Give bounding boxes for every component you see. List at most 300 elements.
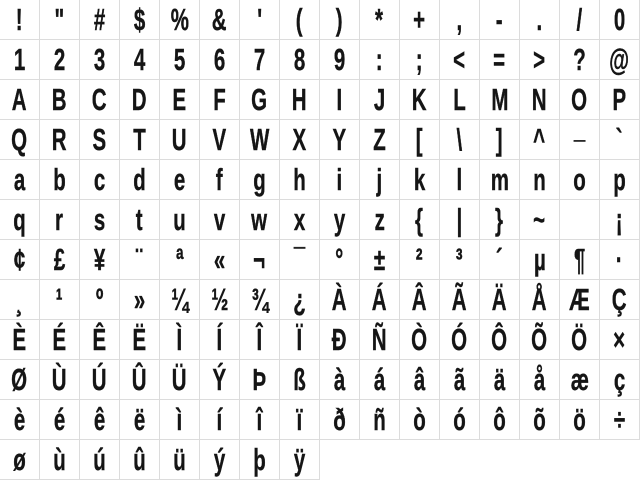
glyph-cell[interactable] xyxy=(240,280,280,320)
glyph-cell[interactable] xyxy=(240,320,280,360)
glyph-cell[interactable] xyxy=(160,440,200,480)
glyph-cell[interactable] xyxy=(40,360,80,400)
glyph-cell[interactable] xyxy=(440,160,480,200)
glyph-cell[interactable] xyxy=(40,160,80,200)
glyph-cell[interactable] xyxy=(400,80,440,120)
glyph: ¨ xyxy=(136,242,143,277)
glyph-cell[interactable] xyxy=(480,360,520,400)
glyph: ^ xyxy=(533,122,546,157)
glyph: - xyxy=(496,2,503,37)
glyph: ± xyxy=(373,242,386,277)
glyph-cell[interactable] xyxy=(600,280,640,320)
glyph-cell[interactable] xyxy=(80,200,120,240)
glyph: ¬ xyxy=(253,242,266,277)
glyph-cell[interactable] xyxy=(440,40,480,80)
glyph: w xyxy=(251,202,268,237)
glyph-cell[interactable] xyxy=(600,80,640,120)
glyph: p xyxy=(613,162,626,197)
glyph: í xyxy=(216,402,223,437)
glyph: Ñ xyxy=(372,322,387,357)
glyph: / xyxy=(576,2,583,37)
glyph-cell[interactable] xyxy=(520,120,560,160)
glyph-cell[interactable] xyxy=(120,240,160,280)
glyph-cell[interactable] xyxy=(240,80,280,120)
glyph: º xyxy=(95,282,104,317)
glyph: è xyxy=(13,402,26,437)
glyph-cell[interactable] xyxy=(440,360,480,400)
glyph-row xyxy=(0,320,640,360)
glyph-cell[interactable] xyxy=(120,40,160,80)
glyph: ô xyxy=(493,402,506,437)
glyph-cell[interactable] xyxy=(0,160,40,200)
glyph-cell[interactable] xyxy=(320,120,360,160)
glyph: Ò xyxy=(411,322,428,357)
glyph: 6 xyxy=(213,42,226,77)
glyph-cell[interactable] xyxy=(240,0,280,40)
glyph: Ë xyxy=(132,322,147,357)
glyph-cell[interactable] xyxy=(400,160,440,200)
glyph: G xyxy=(251,82,268,117)
glyph-cell[interactable] xyxy=(320,400,360,440)
glyph-row xyxy=(0,240,640,280)
glyph-cell[interactable] xyxy=(360,160,400,200)
glyph: ¼ xyxy=(170,282,189,317)
glyph-cell[interactable] xyxy=(40,120,80,160)
glyph-cell[interactable] xyxy=(200,240,240,280)
glyph-cell[interactable] xyxy=(40,320,80,360)
glyph: 5 xyxy=(173,42,186,77)
glyph-cell[interactable] xyxy=(200,360,240,400)
glyph-cell[interactable] xyxy=(560,0,600,40)
glyph: } xyxy=(495,202,504,237)
glyph-cell[interactable] xyxy=(360,280,400,320)
glyph-cell[interactable] xyxy=(520,200,560,240)
glyph-cell[interactable] xyxy=(480,320,520,360)
glyph-cell[interactable] xyxy=(360,120,400,160)
glyph-cell[interactable] xyxy=(40,440,80,480)
glyph-cell[interactable] xyxy=(280,40,320,80)
glyph-cell[interactable] xyxy=(520,0,560,40)
glyph: $ xyxy=(133,2,146,37)
glyph-cell[interactable] xyxy=(480,40,520,80)
glyph: U xyxy=(172,122,187,157)
glyph: ñ xyxy=(373,402,386,437)
glyph-cell[interactable] xyxy=(440,240,480,280)
glyph-cell[interactable] xyxy=(40,400,80,440)
glyph-cell[interactable] xyxy=(80,120,120,160)
glyph-cell[interactable] xyxy=(80,320,120,360)
glyph: µ xyxy=(533,242,546,277)
glyph-cell[interactable] xyxy=(560,280,600,320)
glyph: ¢ xyxy=(13,242,26,277)
glyph: Ï xyxy=(296,322,303,357)
glyph: Ô xyxy=(491,322,508,357)
glyph-cell[interactable] xyxy=(0,0,40,40)
glyph: « xyxy=(213,242,226,277)
glyph: ¯ xyxy=(293,242,306,277)
glyph: ¶ xyxy=(573,242,586,277)
glyph-cell[interactable] xyxy=(80,160,120,200)
glyph: # xyxy=(93,2,106,37)
glyph: £ xyxy=(53,242,66,277)
glyph-cell[interactable] xyxy=(0,200,40,240)
glyph-cell[interactable] xyxy=(520,240,560,280)
glyph-cell[interactable] xyxy=(400,280,440,320)
glyph-cell[interactable] xyxy=(480,240,520,280)
glyph-cell[interactable] xyxy=(440,200,480,240)
glyph: þ xyxy=(253,442,266,477)
glyph: ` xyxy=(616,122,623,157)
glyph-cell[interactable] xyxy=(400,40,440,80)
glyph-cell[interactable] xyxy=(360,80,400,120)
glyph: z xyxy=(374,202,385,237)
glyph-cell[interactable] xyxy=(120,200,160,240)
glyph-cell[interactable] xyxy=(240,240,280,280)
glyph-cell[interactable] xyxy=(320,80,360,120)
glyph: 0 xyxy=(613,2,626,37)
glyph: ö xyxy=(573,402,586,437)
glyph: ° xyxy=(335,242,344,277)
glyph-cell[interactable] xyxy=(160,320,200,360)
glyph: Ó xyxy=(451,322,468,357)
glyph-cell[interactable] xyxy=(0,440,40,480)
glyph-cell[interactable] xyxy=(200,80,240,120)
glyph-cell[interactable] xyxy=(280,80,320,120)
glyph-cell[interactable] xyxy=(520,360,560,400)
glyph-cell[interactable] xyxy=(440,80,480,120)
glyph-cell[interactable] xyxy=(40,40,80,80)
glyph-cell[interactable] xyxy=(600,0,640,40)
glyph-cell[interactable] xyxy=(160,80,200,120)
glyph-cell[interactable] xyxy=(320,40,360,80)
glyph-cell[interactable] xyxy=(360,0,400,40)
glyph-cell[interactable] xyxy=(280,440,320,480)
glyph-cell[interactable] xyxy=(520,160,560,200)
glyph-cell[interactable] xyxy=(560,320,600,360)
glyph-cell[interactable] xyxy=(0,280,40,320)
glyph: O xyxy=(571,82,588,117)
glyph-cell[interactable] xyxy=(480,200,520,240)
glyph: Í xyxy=(216,322,223,357)
glyph-cell[interactable] xyxy=(440,280,480,320)
glyph: Z xyxy=(373,122,386,157)
glyph: Ê xyxy=(92,322,107,357)
glyph: î xyxy=(256,402,263,437)
glyph-cell[interactable] xyxy=(440,400,480,440)
glyph-cell[interactable] xyxy=(480,160,520,200)
glyph-cell[interactable] xyxy=(600,400,640,440)
glyph-cell[interactable] xyxy=(240,400,280,440)
glyph-cell[interactable] xyxy=(0,320,40,360)
glyph-cell[interactable] xyxy=(400,0,440,40)
glyph: Ý xyxy=(212,362,227,397)
glyph: å xyxy=(533,362,546,397)
glyph: R xyxy=(52,122,67,157)
glyph-cell[interactable] xyxy=(480,400,520,440)
glyph-cell[interactable] xyxy=(400,120,440,160)
glyph-cell[interactable] xyxy=(560,240,600,280)
glyph-cell[interactable] xyxy=(160,40,200,80)
glyph-cell[interactable] xyxy=(280,320,320,360)
glyph-cell[interactable] xyxy=(80,240,120,280)
glyph-cell[interactable] xyxy=(600,240,640,280)
glyph-cell[interactable] xyxy=(280,160,320,200)
glyph: S xyxy=(92,122,107,157)
glyph: à xyxy=(333,362,346,397)
glyph-cell[interactable] xyxy=(280,120,320,160)
glyph-cell[interactable] xyxy=(200,400,240,440)
glyph-cell[interactable] xyxy=(120,80,160,120)
glyph-cell[interactable] xyxy=(600,320,640,360)
glyph-cell[interactable] xyxy=(280,400,320,440)
glyph-cell[interactable] xyxy=(600,360,640,400)
glyph-cell[interactable] xyxy=(320,160,360,200)
glyph-cell[interactable] xyxy=(160,120,200,160)
glyph-cell[interactable] xyxy=(520,280,560,320)
glyph-cell[interactable] xyxy=(160,240,200,280)
glyph-cell[interactable] xyxy=(200,40,240,80)
glyph: ½ xyxy=(210,282,229,317)
glyph-cell[interactable] xyxy=(0,360,40,400)
glyph-cell[interactable] xyxy=(600,120,640,160)
glyph: 9 xyxy=(333,42,346,77)
glyph: ÿ xyxy=(293,442,306,477)
glyph-cell[interactable] xyxy=(600,160,640,200)
glyph-cell[interactable] xyxy=(400,320,440,360)
glyph-cell[interactable] xyxy=(240,440,280,480)
glyph: ' xyxy=(257,2,262,37)
glyph-cell[interactable] xyxy=(600,40,640,80)
glyph-cell[interactable] xyxy=(520,40,560,80)
glyph: L xyxy=(453,82,466,117)
glyph-row xyxy=(0,360,640,400)
glyph-cell[interactable] xyxy=(360,400,400,440)
glyph: M xyxy=(490,82,509,117)
glyph-cell[interactable] xyxy=(80,80,120,120)
glyph: ¿ xyxy=(293,282,306,317)
glyph-cell[interactable] xyxy=(160,0,200,40)
glyph: h xyxy=(293,162,306,197)
glyph-cell[interactable] xyxy=(0,400,40,440)
glyph-cell[interactable] xyxy=(120,320,160,360)
glyph: Æ xyxy=(569,282,590,317)
glyph-cell[interactable] xyxy=(40,0,80,40)
glyph-cell[interactable] xyxy=(440,120,480,160)
glyph-cell[interactable] xyxy=(440,320,480,360)
glyph-cell[interactable] xyxy=(40,200,80,240)
glyph: ÷ xyxy=(613,402,626,437)
glyph-cell[interactable] xyxy=(320,0,360,40)
glyph-cell[interactable] xyxy=(240,40,280,80)
glyph: Q xyxy=(11,122,28,157)
glyph: F xyxy=(213,82,226,117)
glyph-cell[interactable] xyxy=(80,0,120,40)
glyph: < xyxy=(453,42,466,77)
glyph-cell[interactable] xyxy=(120,400,160,440)
glyph: ä xyxy=(493,362,506,397)
glyph: · xyxy=(616,242,623,277)
glyph: d xyxy=(133,162,146,197)
glyph-cell[interactable] xyxy=(0,40,40,80)
glyph-cell[interactable] xyxy=(320,320,360,360)
glyph: » xyxy=(133,282,146,317)
glyph: ç xyxy=(613,362,626,397)
glyph: n xyxy=(533,162,546,197)
glyph-cell[interactable] xyxy=(0,120,40,160)
glyph: Ð xyxy=(332,322,347,357)
glyph-cell[interactable] xyxy=(240,160,280,200)
glyph-cell[interactable] xyxy=(240,200,280,240)
glyph-cell[interactable] xyxy=(240,360,280,400)
glyph-cell[interactable] xyxy=(280,360,320,400)
glyph: ß xyxy=(293,362,306,397)
glyph-cell[interactable] xyxy=(120,280,160,320)
glyph: C xyxy=(92,82,107,117)
glyph-cell[interactable] xyxy=(400,360,440,400)
glyph: [ xyxy=(416,122,423,157)
glyph-cell[interactable] xyxy=(320,200,360,240)
glyph: ª xyxy=(175,242,184,277)
glyph: Û xyxy=(132,362,147,397)
glyph: ~ xyxy=(533,202,546,237)
glyph-cell[interactable] xyxy=(280,0,320,40)
glyph xyxy=(577,204,583,235)
glyph: c xyxy=(93,162,106,197)
glyph: o xyxy=(573,162,586,197)
glyph-cell[interactable] xyxy=(0,240,40,280)
glyph: ² xyxy=(416,242,423,277)
glyph: 8 xyxy=(293,42,306,77)
glyph-cell[interactable] xyxy=(360,200,400,240)
glyph-cell[interactable] xyxy=(280,200,320,240)
glyph: t xyxy=(136,202,143,237)
glyph: . xyxy=(536,2,543,37)
glyph: N xyxy=(532,82,547,117)
glyph-cell[interactable] xyxy=(560,400,600,440)
glyph-cell[interactable] xyxy=(160,280,200,320)
glyph: ì xyxy=(176,402,183,437)
glyph: Ü xyxy=(172,362,187,397)
glyph-cell[interactable] xyxy=(480,280,520,320)
glyph-row xyxy=(0,160,640,200)
glyph-cell[interactable] xyxy=(0,80,40,120)
glyph: õ xyxy=(533,402,546,437)
glyph-cell[interactable] xyxy=(80,440,120,480)
glyph-cell[interactable] xyxy=(120,360,160,400)
glyph-cell[interactable] xyxy=(520,80,560,120)
glyph-cell[interactable] xyxy=(280,280,320,320)
glyph-cell[interactable] xyxy=(480,0,520,40)
glyph: Ö xyxy=(571,322,588,357)
glyph: e xyxy=(173,162,186,197)
glyph-cell[interactable] xyxy=(160,160,200,200)
glyph-cell[interactable] xyxy=(600,200,640,240)
glyph: b xyxy=(53,162,66,197)
glyph-cell[interactable] xyxy=(80,280,120,320)
glyph-cell[interactable] xyxy=(200,120,240,160)
glyph: ê xyxy=(93,402,106,437)
glyph-cell[interactable] xyxy=(200,280,240,320)
glyph-cell[interactable] xyxy=(560,40,600,80)
glyph-cell[interactable] xyxy=(520,320,560,360)
glyph-cell[interactable] xyxy=(560,200,600,240)
glyph: u xyxy=(173,202,186,237)
glyph-cell[interactable] xyxy=(200,320,240,360)
glyph: ¸ xyxy=(16,282,23,317)
glyph: ; xyxy=(416,42,423,77)
glyph-cell[interactable] xyxy=(560,360,600,400)
glyph-cell[interactable] xyxy=(80,400,120,440)
glyph-cell[interactable] xyxy=(160,360,200,400)
glyph-cell[interactable] xyxy=(360,360,400,400)
glyph: É xyxy=(52,322,67,357)
glyph: é xyxy=(53,402,66,437)
glyph: X xyxy=(292,122,307,157)
glyph-cell[interactable] xyxy=(120,160,160,200)
glyph-cell[interactable] xyxy=(240,120,280,160)
glyph: Î xyxy=(256,322,263,357)
glyph-cell[interactable] xyxy=(40,80,80,120)
glyph-cell[interactable] xyxy=(320,360,360,400)
glyph-cell[interactable] xyxy=(400,200,440,240)
glyph-cell[interactable] xyxy=(320,280,360,320)
glyph: l xyxy=(456,162,463,197)
glyph-cell[interactable] xyxy=(200,440,240,480)
glyph: ¥ xyxy=(93,242,106,277)
glyph-cell[interactable] xyxy=(80,40,120,80)
glyph-cell[interactable] xyxy=(360,240,400,280)
glyph-cell[interactable] xyxy=(160,200,200,240)
glyph-cell[interactable] xyxy=(200,160,240,200)
glyph-cell[interactable] xyxy=(120,120,160,160)
glyph-cell[interactable] xyxy=(200,200,240,240)
glyph-cell[interactable] xyxy=(520,400,560,440)
glyph-cell[interactable] xyxy=(120,440,160,480)
glyph: ï xyxy=(296,402,303,437)
glyph-cell[interactable] xyxy=(160,400,200,440)
glyph: Ç xyxy=(612,282,627,317)
glyph-cell[interactable] xyxy=(560,120,600,160)
glyph: Ù xyxy=(52,362,67,397)
glyph: ´ xyxy=(496,242,503,277)
glyph-cell[interactable] xyxy=(480,80,520,120)
glyph-cell[interactable] xyxy=(120,0,160,40)
glyph-cell[interactable] xyxy=(360,40,400,80)
glyph-cell[interactable] xyxy=(440,0,480,40)
glyph-cell[interactable] xyxy=(200,0,240,40)
glyph: \ xyxy=(456,122,463,157)
glyph-cell[interactable] xyxy=(40,240,80,280)
glyph-cell[interactable] xyxy=(480,120,520,160)
glyph-cell[interactable] xyxy=(560,80,600,120)
glyph-cell[interactable] xyxy=(80,360,120,400)
glyph: À xyxy=(332,282,347,317)
glyph: Ú xyxy=(92,362,107,397)
glyph: + xyxy=(413,2,426,37)
glyph-cell[interactable] xyxy=(280,240,320,280)
glyph: ù xyxy=(53,442,66,477)
glyph-cell[interactable] xyxy=(560,160,600,200)
glyph-cell[interactable] xyxy=(320,240,360,280)
glyph: B xyxy=(52,82,67,117)
glyph: I xyxy=(336,82,343,117)
glyph-cell[interactable] xyxy=(400,240,440,280)
glyph-cell[interactable] xyxy=(400,400,440,440)
glyph: k xyxy=(413,162,426,197)
glyph-cell[interactable] xyxy=(40,280,80,320)
glyph: ! xyxy=(16,2,23,37)
glyph-cell[interactable] xyxy=(360,320,400,360)
